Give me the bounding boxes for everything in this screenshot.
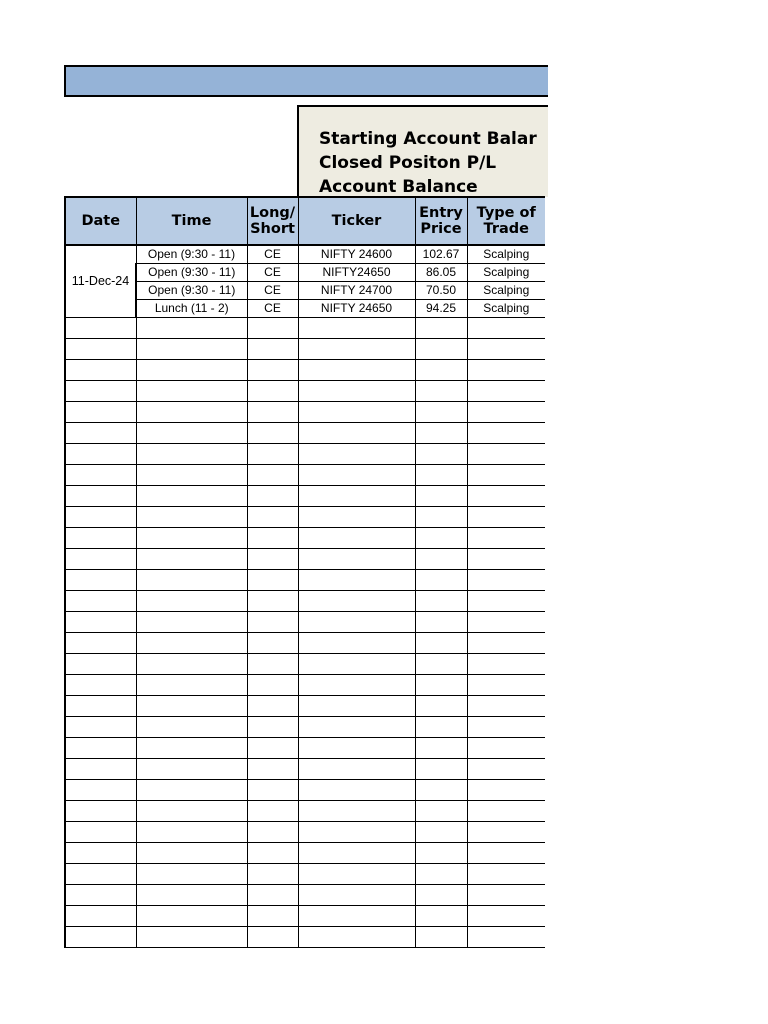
entry-price-cell[interactable]: 70.50 <box>415 282 467 300</box>
empty-ticker-cell[interactable] <box>298 654 415 675</box>
empty-long-short-cell[interactable] <box>247 507 298 528</box>
empty-table-row <box>65 465 545 486</box>
empty-ticker-cell[interactable] <box>298 381 415 402</box>
entry-price-cell[interactable]: 102.67 <box>415 245 467 264</box>
empty-long-short-cell[interactable] <box>247 528 298 549</box>
empty-ticker-cell[interactable] <box>298 633 415 654</box>
empty-time-cell[interactable] <box>136 717 247 738</box>
time-cell[interactable]: Open (9:30 - 11) <box>136 282 247 300</box>
empty-time-cell[interactable] <box>136 864 247 885</box>
empty-table-row <box>65 570 545 591</box>
empty-entry-price-cell[interactable] <box>415 801 467 822</box>
empty-date-cell[interactable] <box>65 675 136 696</box>
empty-time-cell[interactable] <box>136 675 247 696</box>
long-short-cell[interactable]: CE <box>247 282 298 300</box>
empty-entry-price-cell[interactable] <box>415 843 467 864</box>
empty-time-cell[interactable] <box>136 738 247 759</box>
empty-long-short-cell[interactable] <box>247 444 298 465</box>
empty-long-short-cell[interactable] <box>247 591 298 612</box>
empty-time-cell[interactable] <box>136 528 247 549</box>
empty-table-row <box>65 318 545 339</box>
empty-trade-type-cell[interactable] <box>467 717 545 738</box>
trade-type-cell[interactable]: Scalping <box>467 264 545 282</box>
empty-ticker-cell[interactable] <box>298 843 415 864</box>
empty-long-short-cell[interactable] <box>247 486 298 507</box>
header-type-line2: Trade <box>483 221 529 237</box>
trade-type-cell[interactable]: Scalping <box>467 245 545 264</box>
empty-entry-price-cell[interactable] <box>415 591 467 612</box>
empty-entry-price-cell[interactable] <box>415 864 467 885</box>
account-summary-box <box>297 105 548 197</box>
empty-long-short-cell[interactable] <box>247 360 298 381</box>
empty-entry-price-cell[interactable] <box>415 549 467 570</box>
empty-date-cell[interactable] <box>65 339 136 360</box>
empty-trade-type-cell[interactable] <box>467 822 545 843</box>
empty-entry-price-cell[interactable] <box>415 570 467 591</box>
date-cell[interactable]: 11-Dec-24 <box>65 245 136 318</box>
empty-date-cell[interactable] <box>65 780 136 801</box>
empty-entry-price-cell[interactable] <box>415 423 467 444</box>
starting-balance-label: Starting Account Balar <box>319 129 537 149</box>
empty-date-cell[interactable] <box>65 570 136 591</box>
empty-entry-price-cell[interactable] <box>415 675 467 696</box>
empty-table-row <box>65 780 545 801</box>
empty-trade-type-cell[interactable] <box>467 780 545 801</box>
table-row <box>65 264 545 282</box>
empty-long-short-cell[interactable] <box>247 801 298 822</box>
empty-table-row <box>65 423 545 444</box>
ticker-cell[interactable]: NIFTY 24650 <box>298 300 415 318</box>
empty-ticker-cell[interactable] <box>298 423 415 444</box>
title-bar <box>64 65 548 97</box>
header-entry-price-line1: Entry <box>419 205 463 221</box>
empty-table-row <box>65 864 545 885</box>
empty-ticker-cell[interactable] <box>298 528 415 549</box>
empty-date-cell[interactable] <box>65 927 136 948</box>
time-cell[interactable]: Open (9:30 - 11) <box>136 245 247 264</box>
empty-date-cell[interactable] <box>65 528 136 549</box>
empty-ticker-cell[interactable] <box>298 444 415 465</box>
empty-entry-price-cell[interactable] <box>415 339 467 360</box>
empty-entry-price-cell[interactable] <box>415 906 467 927</box>
empty-time-cell[interactable] <box>136 444 247 465</box>
empty-ticker-cell[interactable] <box>298 780 415 801</box>
entry-price-cell[interactable]: 86.05 <box>415 264 467 282</box>
table-row <box>65 282 545 300</box>
empty-ticker-cell[interactable] <box>298 612 415 633</box>
empty-trade-type-cell[interactable] <box>467 528 545 549</box>
empty-trade-type-cell[interactable] <box>467 612 545 633</box>
empty-table-row <box>65 360 545 381</box>
long-short-cell[interactable]: CE <box>247 300 298 318</box>
trade-type-cell[interactable]: Scalping <box>467 282 545 300</box>
empty-long-short-cell[interactable] <box>247 759 298 780</box>
empty-ticker-cell[interactable] <box>298 885 415 906</box>
empty-trade-type-cell[interactable] <box>467 402 545 423</box>
entry-price-cell[interactable]: 94.25 <box>415 300 467 318</box>
empty-table-row <box>65 738 545 759</box>
header-long-short[interactable] <box>247 197 298 245</box>
empty-time-cell[interactable] <box>136 612 247 633</box>
empty-long-short-cell[interactable] <box>247 822 298 843</box>
empty-date-cell[interactable] <box>65 822 136 843</box>
empty-trade-type-cell[interactable] <box>467 801 545 822</box>
empty-time-cell[interactable] <box>136 465 247 486</box>
empty-trade-type-cell[interactable] <box>467 591 545 612</box>
empty-trade-type-cell[interactable] <box>467 675 545 696</box>
empty-entry-price-cell[interactable] <box>415 318 467 339</box>
empty-trade-type-cell[interactable] <box>467 423 545 444</box>
empty-entry-price-cell[interactable] <box>415 507 467 528</box>
header-time[interactable]: Time <box>136 197 247 245</box>
empty-entry-price-cell[interactable] <box>415 486 467 507</box>
empty-date-cell[interactable] <box>65 759 136 780</box>
empty-time-cell[interactable] <box>136 360 247 381</box>
empty-ticker-cell[interactable] <box>298 738 415 759</box>
empty-ticker-cell[interactable] <box>298 675 415 696</box>
empty-time-cell[interactable] <box>136 633 247 654</box>
empty-entry-price-cell[interactable] <box>415 381 467 402</box>
empty-time-cell[interactable] <box>136 906 247 927</box>
empty-trade-type-cell[interactable] <box>467 507 545 528</box>
empty-table-row <box>65 675 545 696</box>
empty-date-cell[interactable] <box>65 633 136 654</box>
empty-ticker-cell[interactable] <box>298 822 415 843</box>
empty-long-short-cell[interactable] <box>247 843 298 864</box>
empty-trade-type-cell[interactable] <box>467 738 545 759</box>
ticker-cell[interactable]: NIFTY24650 <box>298 264 415 282</box>
empty-long-short-cell[interactable] <box>247 570 298 591</box>
long-short-cell[interactable]: CE <box>247 245 298 264</box>
empty-date-cell[interactable] <box>65 507 136 528</box>
empty-trade-type-cell[interactable] <box>467 906 545 927</box>
empty-entry-price-cell[interactable] <box>415 738 467 759</box>
empty-time-cell[interactable] <box>136 486 247 507</box>
empty-long-short-cell[interactable] <box>247 675 298 696</box>
empty-entry-price-cell[interactable] <box>415 927 467 948</box>
empty-entry-price-cell[interactable] <box>415 612 467 633</box>
empty-date-cell[interactable] <box>65 486 136 507</box>
empty-ticker-cell[interactable] <box>298 360 415 381</box>
empty-long-short-cell[interactable] <box>247 612 298 633</box>
empty-time-cell[interactable] <box>136 927 247 948</box>
empty-long-short-cell[interactable] <box>247 738 298 759</box>
empty-date-cell[interactable] <box>65 612 136 633</box>
empty-table-row <box>65 759 545 780</box>
empty-date-cell[interactable] <box>65 738 136 759</box>
empty-table-row <box>65 339 545 360</box>
empty-date-cell[interactable] <box>65 696 136 717</box>
empty-date-cell[interactable] <box>65 465 136 486</box>
empty-trade-type-cell[interactable] <box>467 444 545 465</box>
empty-ticker-cell[interactable] <box>298 339 415 360</box>
empty-date-cell[interactable] <box>65 717 136 738</box>
header-date[interactable]: Date <box>65 197 136 245</box>
time-cell[interactable]: Lunch (11 - 2) <box>136 300 247 318</box>
empty-long-short-cell[interactable] <box>247 885 298 906</box>
empty-date-cell[interactable] <box>65 444 136 465</box>
empty-long-short-cell[interactable] <box>247 696 298 717</box>
empty-trade-type-cell[interactable] <box>467 885 545 906</box>
empty-trade-type-cell[interactable] <box>467 696 545 717</box>
empty-time-cell[interactable] <box>136 696 247 717</box>
empty-time-cell[interactable] <box>136 801 247 822</box>
header-entry-price-line2: Price <box>420 221 462 237</box>
empty-long-short-cell[interactable] <box>247 402 298 423</box>
empty-long-short-cell[interactable] <box>247 423 298 444</box>
empty-long-short-cell[interactable] <box>247 318 298 339</box>
empty-ticker-cell[interactable] <box>298 486 415 507</box>
ticker-cell[interactable]: NIFTY 24600 <box>298 245 415 264</box>
empty-long-short-cell[interactable] <box>247 633 298 654</box>
empty-time-cell[interactable] <box>136 507 247 528</box>
empty-table-row <box>65 696 545 717</box>
empty-date-cell[interactable] <box>65 423 136 444</box>
empty-time-cell[interactable] <box>136 885 247 906</box>
empty-ticker-cell[interactable] <box>298 549 415 570</box>
empty-ticker-cell[interactable] <box>298 864 415 885</box>
empty-table-row <box>65 444 545 465</box>
empty-date-cell[interactable] <box>65 381 136 402</box>
empty-table-row <box>65 507 545 528</box>
empty-long-short-cell[interactable] <box>247 381 298 402</box>
empty-trade-type-cell[interactable] <box>467 381 545 402</box>
empty-date-cell[interactable] <box>65 906 136 927</box>
empty-entry-price-cell[interactable] <box>415 822 467 843</box>
empty-time-cell[interactable] <box>136 843 247 864</box>
empty-date-cell[interactable] <box>65 402 136 423</box>
empty-date-cell[interactable] <box>65 864 136 885</box>
empty-long-short-cell[interactable] <box>247 549 298 570</box>
empty-entry-price-cell[interactable] <box>415 696 467 717</box>
empty-long-short-cell[interactable] <box>247 906 298 927</box>
trade-type-cell[interactable]: Scalping <box>467 300 545 318</box>
empty-long-short-cell[interactable] <box>247 339 298 360</box>
empty-trade-type-cell[interactable] <box>467 927 545 948</box>
header-ticker[interactable]: Ticker <box>298 197 415 245</box>
empty-ticker-cell[interactable] <box>298 507 415 528</box>
empty-entry-price-cell[interactable] <box>415 633 467 654</box>
empty-long-short-cell[interactable] <box>247 864 298 885</box>
empty-date-cell[interactable] <box>65 318 136 339</box>
empty-table-row <box>65 717 545 738</box>
header-type-of-trade[interactable] <box>467 197 545 245</box>
empty-date-cell[interactable] <box>65 843 136 864</box>
empty-entry-price-cell[interactable] <box>415 780 467 801</box>
empty-entry-price-cell[interactable] <box>415 528 467 549</box>
empty-time-cell[interactable] <box>136 381 247 402</box>
empty-entry-price-cell[interactable] <box>415 465 467 486</box>
ticker-cell[interactable]: NIFTY 24700 <box>298 282 415 300</box>
empty-time-cell[interactable] <box>136 570 247 591</box>
empty-date-cell[interactable] <box>65 591 136 612</box>
empty-trade-type-cell[interactable] <box>467 843 545 864</box>
closed-position-pl-label: Closed Positon P/L <box>319 153 497 173</box>
time-cell[interactable]: Open (9:30 - 11) <box>136 264 247 282</box>
empty-ticker-cell[interactable] <box>298 927 415 948</box>
empty-date-cell[interactable] <box>65 549 136 570</box>
empty-table-row <box>65 843 545 864</box>
empty-table-row <box>65 591 545 612</box>
empty-ticker-cell[interactable] <box>298 759 415 780</box>
empty-table-row <box>65 402 545 423</box>
empty-date-cell[interactable] <box>65 654 136 675</box>
trade-journal-table <box>64 196 545 948</box>
empty-trade-type-cell[interactable] <box>467 465 545 486</box>
table-header-row <box>65 197 545 245</box>
header-long-short-line2: Short <box>250 221 295 237</box>
header-type-line1: Type of <box>476 205 536 221</box>
empty-table-row <box>65 906 545 927</box>
empty-time-cell[interactable] <box>136 318 247 339</box>
empty-long-short-cell[interactable] <box>247 927 298 948</box>
long-short-cell[interactable]: CE <box>247 264 298 282</box>
empty-entry-price-cell[interactable] <box>415 717 467 738</box>
header-entry-price[interactable] <box>415 197 467 245</box>
empty-time-cell[interactable] <box>136 591 247 612</box>
empty-date-cell[interactable] <box>65 885 136 906</box>
empty-entry-price-cell[interactable] <box>415 885 467 906</box>
empty-long-short-cell[interactable] <box>247 717 298 738</box>
empty-entry-price-cell[interactable] <box>415 360 467 381</box>
empty-date-cell[interactable] <box>65 360 136 381</box>
empty-trade-type-cell[interactable] <box>467 570 545 591</box>
empty-trade-type-cell[interactable] <box>467 633 545 654</box>
empty-entry-price-cell[interactable] <box>415 402 467 423</box>
empty-trade-type-cell[interactable] <box>467 759 545 780</box>
empty-time-cell[interactable] <box>136 549 247 570</box>
empty-ticker-cell[interactable] <box>298 465 415 486</box>
empty-table-row <box>65 486 545 507</box>
empty-ticker-cell[interactable] <box>298 717 415 738</box>
empty-entry-price-cell[interactable] <box>415 444 467 465</box>
empty-time-cell[interactable] <box>136 423 247 444</box>
empty-ticker-cell[interactable] <box>298 696 415 717</box>
empty-long-short-cell[interactable] <box>247 654 298 675</box>
table-row <box>65 245 545 264</box>
table-row <box>65 300 545 318</box>
empty-entry-price-cell[interactable] <box>415 759 467 780</box>
empty-long-short-cell[interactable] <box>247 780 298 801</box>
empty-entry-price-cell[interactable] <box>415 654 467 675</box>
header-long-short-line1: Long/ <box>249 205 296 221</box>
empty-ticker-cell[interactable] <box>298 318 415 339</box>
empty-time-cell[interactable] <box>136 822 247 843</box>
empty-trade-type-cell[interactable] <box>467 654 545 675</box>
empty-ticker-cell[interactable] <box>298 402 415 423</box>
empty-ticker-cell[interactable] <box>298 906 415 927</box>
empty-trade-type-cell[interactable] <box>467 486 545 507</box>
empty-time-cell[interactable] <box>136 759 247 780</box>
empty-time-cell[interactable] <box>136 780 247 801</box>
empty-long-short-cell[interactable] <box>247 465 298 486</box>
empty-table-row <box>65 927 545 948</box>
empty-ticker-cell[interactable] <box>298 591 415 612</box>
empty-table-row <box>65 633 545 654</box>
empty-trade-type-cell[interactable] <box>467 339 545 360</box>
account-balance-label: Account Balance <box>319 177 478 197</box>
empty-table-row <box>65 549 545 570</box>
empty-ticker-cell[interactable] <box>298 801 415 822</box>
empty-table-row <box>65 885 545 906</box>
empty-trade-type-cell[interactable] <box>467 864 545 885</box>
empty-table-row <box>65 612 545 633</box>
empty-table-row <box>65 528 545 549</box>
empty-time-cell[interactable] <box>136 654 247 675</box>
empty-trade-type-cell[interactable] <box>467 549 545 570</box>
empty-date-cell[interactable] <box>65 801 136 822</box>
empty-time-cell[interactable] <box>136 402 247 423</box>
empty-table-row <box>65 381 545 402</box>
empty-ticker-cell[interactable] <box>298 570 415 591</box>
empty-trade-type-cell[interactable] <box>467 318 545 339</box>
empty-table-row <box>65 654 545 675</box>
empty-time-cell[interactable] <box>136 339 247 360</box>
empty-table-row <box>65 822 545 843</box>
empty-table-row <box>65 801 545 822</box>
empty-trade-type-cell[interactable] <box>467 360 545 381</box>
